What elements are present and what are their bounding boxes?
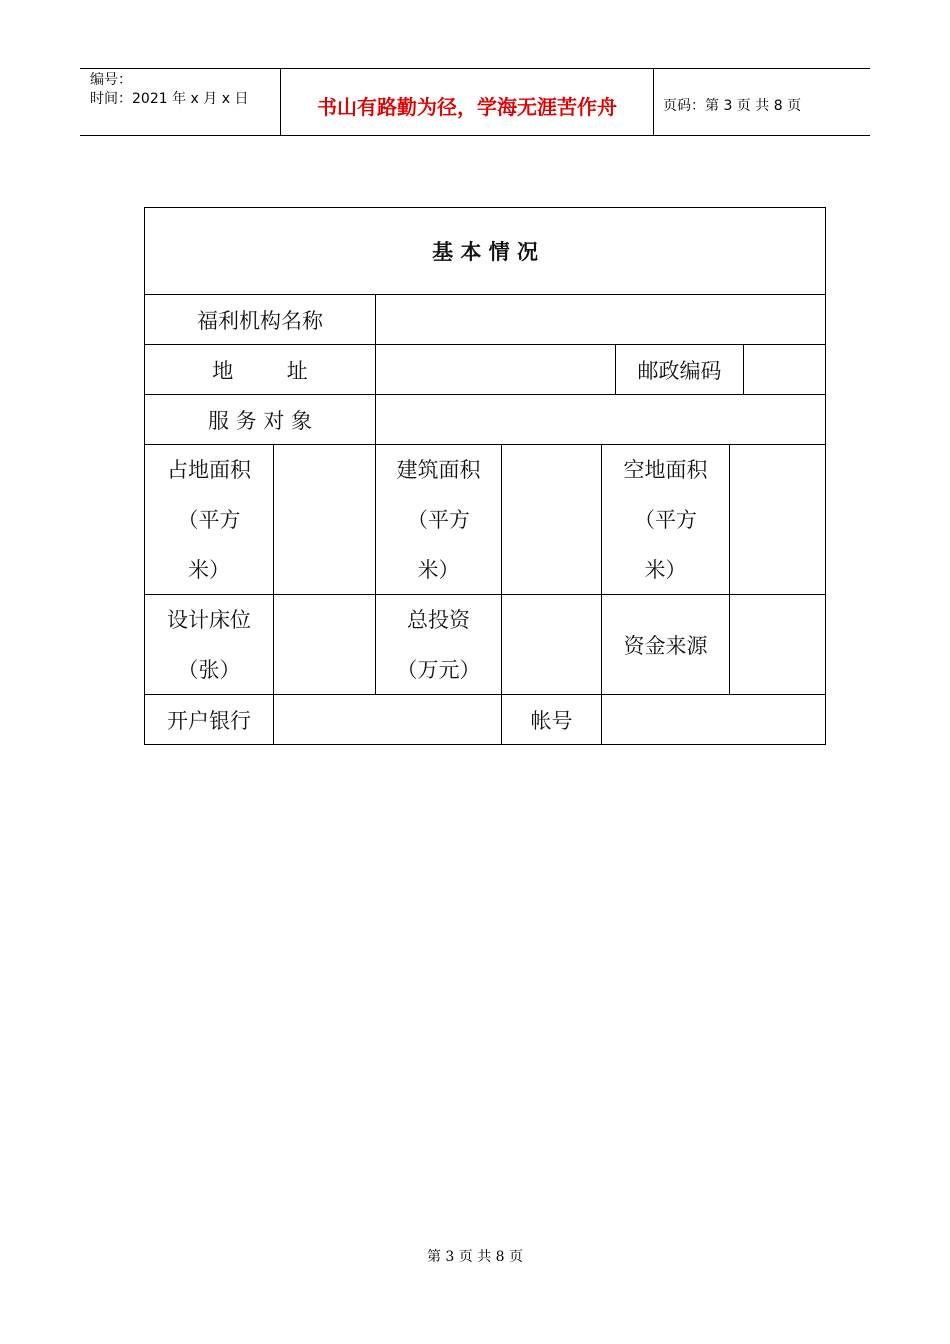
number-label: 编号： (90, 72, 132, 88)
building-area-field[interactable] (502, 445, 602, 595)
service-target-label: 服 务 对 象 (145, 395, 376, 445)
header-page-info: 页码：第 3 页 共 8 页 (663, 98, 802, 114)
account-field[interactable] (602, 695, 826, 745)
page-header (80, 68, 870, 136)
page-footer: 第 3 页 共 8 页 (426, 1249, 524, 1265)
beds-field[interactable] (274, 595, 376, 695)
postcode-field[interactable] (744, 345, 826, 395)
fund-source-field[interactable] (730, 595, 826, 695)
bank-label: 开户银行 (145, 695, 274, 745)
org-name-field[interactable] (376, 295, 826, 345)
bank-field[interactable] (274, 695, 502, 745)
header-meta (80, 69, 281, 135)
table-title: 基 本 情 况 (145, 208, 826, 295)
open-area-label: 空地面积 （平方 米） (602, 445, 730, 595)
open-area-field[interactable] (730, 445, 826, 595)
building-area-label: 建筑面积 （平方 米） (376, 445, 502, 595)
beds-label: 设计床位 （张） (145, 595, 274, 695)
basic-info-table (144, 207, 826, 745)
address-field[interactable] (376, 345, 616, 395)
address-label: 地 址 (145, 345, 376, 395)
account-label: 帐号 (502, 695, 602, 745)
investment-label: 总投资 （万元） (376, 595, 502, 695)
org-name-label: 福利机构名称 (145, 295, 376, 345)
land-area-label: 占地面积 （平方 米） (145, 445, 274, 595)
service-target-field[interactable] (376, 395, 826, 445)
investment-field[interactable] (502, 595, 602, 695)
fund-source-label: 资金来源 (602, 595, 730, 695)
header-motto: 书山有路勤为径，学海无涯苦作舟 (281, 69, 654, 135)
time-label: 时间：2021 年 x 月 x 日 (90, 91, 249, 107)
land-area-field[interactable] (274, 445, 376, 595)
postcode-label: 邮政编码 (616, 345, 744, 395)
